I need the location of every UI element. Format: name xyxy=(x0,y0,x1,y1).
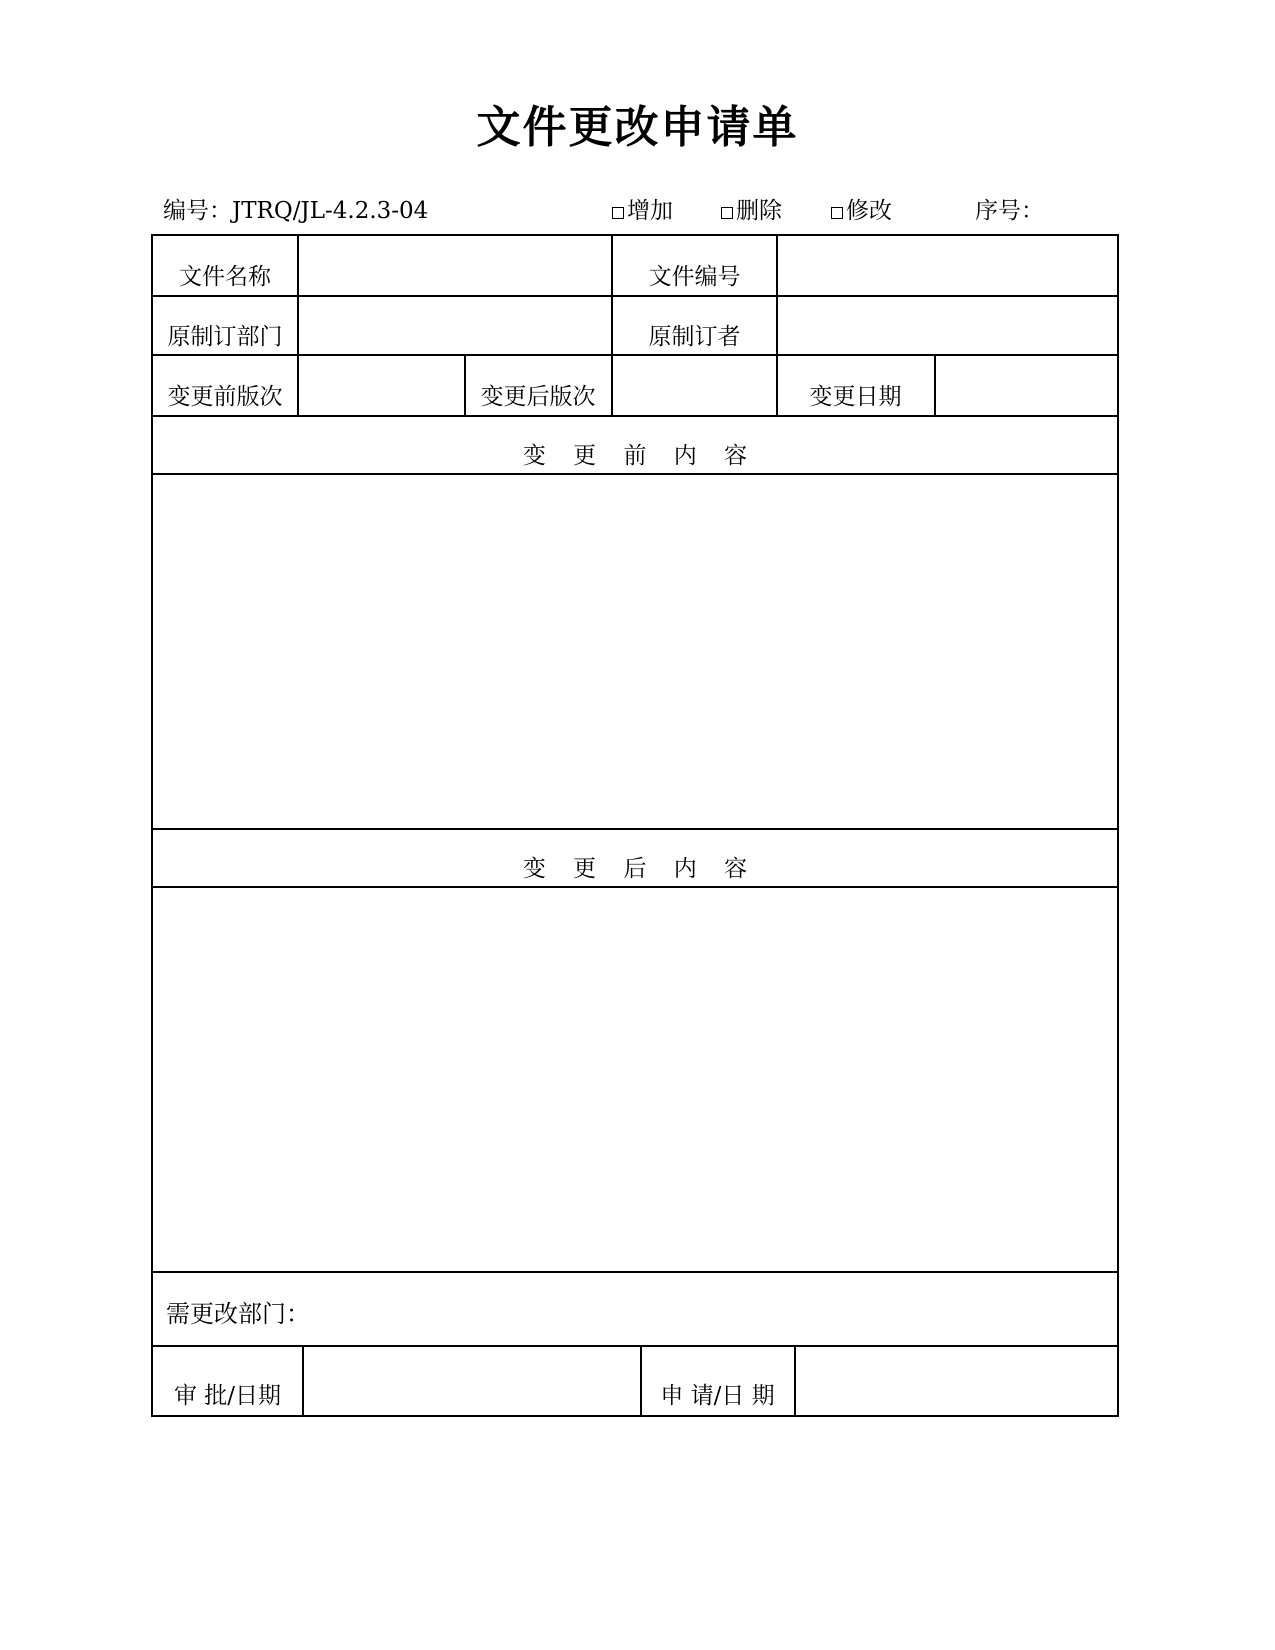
content-after-heading: 变 更 后 内 容 xyxy=(522,855,758,882)
modify-checkbox-option[interactable] xyxy=(831,196,892,226)
orig-author-label: 原制订者 xyxy=(648,323,741,350)
dept-required-label: 需更改部门： xyxy=(166,1299,310,1328)
apply-date-label: 申 请/日 期 xyxy=(660,1382,775,1409)
delete-label: 删除 xyxy=(736,198,782,224)
apply-date-field[interactable] xyxy=(796,1347,1117,1415)
doc-number-field[interactable] xyxy=(778,236,1117,295)
checkbox-icon[interactable] xyxy=(721,207,733,219)
orig-author-field[interactable] xyxy=(778,297,1117,354)
modify-label: 修改 xyxy=(846,198,892,224)
approve-date-field[interactable] xyxy=(304,1347,640,1415)
doc-name-field[interactable] xyxy=(299,236,611,295)
version-before-label: 变更前版次 xyxy=(167,383,283,410)
approve-date-label: 审 批/日期 xyxy=(173,1382,282,1409)
version-after-field[interactable] xyxy=(612,356,776,415)
version-before-field[interactable] xyxy=(299,356,464,415)
version-after-label: 变更后版次 xyxy=(480,383,596,410)
table-border-right xyxy=(1117,234,1119,1417)
add-checkbox-option[interactable] xyxy=(612,196,673,226)
add-label: 增加 xyxy=(627,198,673,224)
orig-dept-field[interactable] xyxy=(299,297,611,354)
content-before-heading: 变 更 前 内 容 xyxy=(522,442,758,469)
content-before-area[interactable] xyxy=(153,475,1117,828)
serial-number-label: 序号： xyxy=(975,198,1044,224)
change-date-field[interactable] xyxy=(936,356,1117,415)
content-after-area[interactable] xyxy=(153,888,1117,1271)
doc-number-label: 文件编号 xyxy=(648,263,741,290)
checkbox-icon[interactable] xyxy=(831,207,843,219)
delete-checkbox-option[interactable] xyxy=(721,196,782,226)
orig-dept-label: 原制订部门 xyxy=(167,323,283,350)
document-code: 编号：JTRQ/JL-4.2.3-04 xyxy=(163,198,429,224)
doc-name-label: 文件名称 xyxy=(179,263,271,290)
change-date-label: 变更日期 xyxy=(809,383,902,410)
checkbox-icon[interactable] xyxy=(612,207,624,219)
page-title: 文件更改申请单 xyxy=(476,102,799,153)
